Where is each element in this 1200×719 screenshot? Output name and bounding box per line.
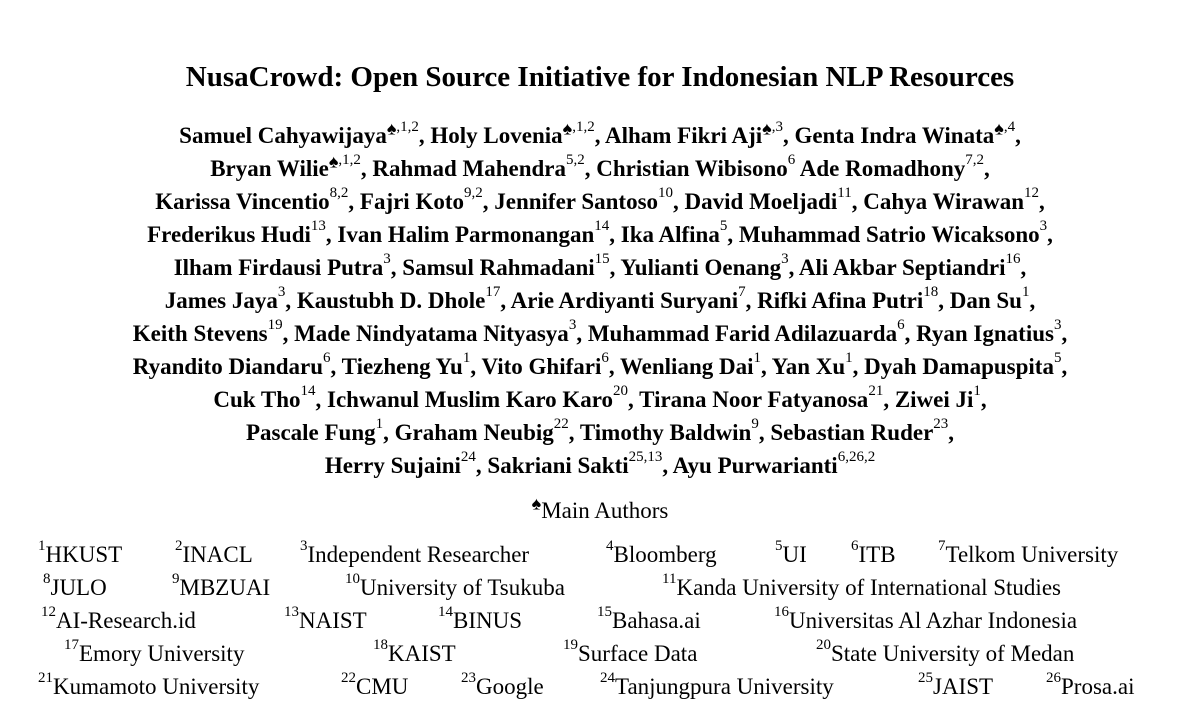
author	[402, 251, 621, 280]
author	[173, 251, 403, 280]
affiliation-number: 14	[438, 604, 453, 621]
affiliation-number: 13	[284, 604, 299, 621]
affiliation-marker: 1	[1021, 284, 1030, 301]
author-name: David Moeljadi	[684, 189, 838, 214]
affiliation-name: Telkom University	[945, 542, 1119, 567]
author	[794, 118, 1021, 148]
affiliation-name: Google	[476, 674, 544, 699]
author	[341, 350, 482, 379]
author	[863, 185, 1045, 214]
author-name: Pascale Fung	[245, 420, 376, 445]
affiliation-name: Bahasa.ai	[612, 608, 701, 633]
author-name: Timothy Baldwin	[579, 420, 752, 445]
affiliation-name: Surface Data	[578, 641, 698, 666]
author	[916, 317, 1068, 346]
author	[510, 284, 758, 313]
affiliation-row	[0, 604, 1200, 637]
spade-icon: ♠	[386, 118, 397, 139]
author-separator: ,	[285, 288, 297, 313]
author-name: Cahya Wirawan	[863, 189, 1025, 214]
affiliation-name: University of Tsukuba	[360, 575, 565, 600]
affiliation-marker: 14	[594, 218, 610, 235]
affiliation	[38, 670, 259, 703]
affiliation-marker: ,1,2	[338, 152, 361, 169]
author	[864, 350, 1068, 379]
author-separator: ,	[727, 222, 739, 247]
author-separator: ,	[383, 420, 395, 445]
author	[296, 284, 511, 313]
affiliation-marker: 15	[594, 251, 610, 268]
author-name: Muhammad Satrio Wicaksono	[738, 222, 1040, 247]
author-line	[0, 449, 1200, 482]
author-separator: ,	[325, 222, 338, 247]
author-name: Ryandito Diandaru	[132, 354, 324, 379]
author-name: Ivan Halim Parmonangan	[337, 222, 595, 247]
author	[672, 449, 876, 478]
author-separator: ,	[584, 156, 597, 181]
affiliation-name: MBZUAI	[179, 575, 271, 600]
author-separator: ,	[761, 354, 772, 379]
author-separator: ,	[883, 387, 895, 412]
author-separator: ,	[1061, 354, 1068, 379]
affiliation-number: 16	[774, 604, 789, 621]
author-separator: ,	[360, 156, 373, 181]
affiliation-name: CMU	[356, 674, 409, 699]
affiliation-marker: 12	[1024, 185, 1040, 202]
affiliation-marker: 6,26,2	[837, 449, 876, 466]
author-line	[0, 185, 1200, 218]
author-name: Arie Ardiyanti Suryani	[510, 288, 739, 313]
affiliation-number: 19	[563, 637, 578, 654]
affiliation-marker: 10	[658, 185, 674, 202]
affiliation-marker: 6	[897, 317, 905, 334]
author-name: Dyah Damapuspita	[864, 354, 1054, 379]
affiliation-number: 1	[38, 538, 46, 555]
author	[372, 152, 597, 181]
affiliation-marker: 9	[751, 416, 759, 433]
affiliation-marker: 24	[460, 449, 476, 466]
affiliation-marker: 13	[310, 218, 326, 235]
author-separator: ,	[330, 354, 342, 379]
affiliation-name: Kanda University of International Studies	[676, 575, 1061, 600]
affiliation-marker: 14	[300, 383, 316, 400]
author-list	[0, 119, 1200, 482]
affiliation-number: 8	[43, 571, 51, 588]
affiliation-name: HKUST	[45, 542, 123, 567]
author	[155, 185, 360, 214]
spade-icon: ♠	[762, 118, 772, 139]
author-name: Fajri Koto	[359, 189, 464, 214]
author-separator: ,	[745, 288, 758, 313]
author	[430, 118, 605, 148]
author-name: Vito Ghifari	[481, 354, 602, 379]
author	[245, 416, 395, 445]
affiliation-number: 9	[172, 571, 180, 588]
author-separator: ,	[418, 123, 431, 148]
affiliation-name: Independent Researcher	[307, 542, 530, 567]
spade-icon: ♠	[562, 118, 573, 139]
author	[620, 218, 739, 247]
author-name: Ichwanul Muslim Karo Karo	[327, 387, 614, 412]
affiliation-row	[0, 538, 1200, 571]
affiliation	[563, 637, 697, 670]
author-separator: ,	[482, 189, 495, 214]
affiliation-number: 23	[461, 670, 476, 687]
affiliation-number: 3	[300, 538, 308, 555]
author-separator: ,	[1039, 189, 1045, 214]
author-separator: ,	[1047, 222, 1053, 247]
affiliation	[284, 604, 367, 637]
affiliation-marker: 8,2	[329, 185, 349, 202]
affiliation-marker: 3	[1039, 218, 1048, 235]
affiliation-marker: ,4	[1003, 119, 1016, 136]
author-name: Samuel Cahyawijaya	[179, 123, 387, 148]
affiliation	[172, 571, 270, 604]
author-name: Karissa Vincentio	[155, 189, 330, 214]
author-name: Ali Akbar Septiandri	[798, 255, 1006, 280]
author	[481, 350, 620, 379]
author-line	[0, 317, 1200, 350]
affiliation-marker: 3	[383, 251, 391, 268]
author-separator: ,	[782, 123, 795, 148]
author	[579, 416, 771, 445]
affiliation-name: Prosa.ai	[1061, 674, 1135, 699]
author	[684, 185, 864, 214]
affiliation-marker: 1	[753, 350, 761, 367]
affiliation-number: 10	[345, 571, 360, 588]
affiliation-row	[0, 670, 1200, 703]
affiliation-marker: 6	[787, 152, 796, 169]
author-name: Samsul Rahmadani	[402, 255, 595, 280]
author-separator: ,	[758, 420, 771, 445]
affiliation-number: 22	[341, 670, 356, 687]
author-line	[0, 218, 1200, 251]
affiliation-marker: 17	[485, 284, 501, 301]
affiliation	[775, 538, 807, 571]
affiliation-number: 17	[64, 637, 79, 654]
affiliation	[918, 670, 993, 703]
spade-icon: ♠	[531, 493, 542, 514]
author-name: Ilham Firdausi Putra	[173, 255, 384, 280]
affiliation	[43, 571, 107, 604]
author-name: Alham Fikri Aji	[604, 123, 763, 148]
author-name: Ziwei Ji	[894, 387, 974, 412]
author-name: Ika Alfina	[620, 222, 720, 247]
author-name: Ade Romadhony	[799, 156, 966, 181]
author	[799, 152, 990, 181]
affiliation	[373, 637, 456, 670]
affiliation	[662, 571, 1061, 604]
affiliation-marker: 19	[267, 317, 283, 334]
author-name: Rahmad Mahendra	[372, 156, 567, 181]
author-separator: ,	[980, 387, 987, 412]
author	[619, 350, 772, 379]
affiliation	[41, 604, 196, 637]
affiliation-number: 5	[775, 538, 783, 555]
affiliation-number: 18	[373, 637, 388, 654]
affiliation-marker: 20	[613, 383, 629, 400]
author-name: Graham Neubig	[394, 420, 554, 445]
affiliation-marker: 5	[719, 218, 728, 235]
author-name: Genta Indra Winata	[794, 123, 995, 148]
author-line	[0, 152, 1200, 185]
affiliation-marker: 25,13	[628, 449, 663, 466]
author-separator: ,	[904, 321, 917, 346]
affiliation-marker: 22	[553, 416, 569, 433]
author-separator: ,	[673, 189, 685, 214]
author-separator: ,	[315, 387, 327, 412]
affiliation-name: Emory University	[79, 641, 245, 666]
author-name: Wenliang Dai	[619, 354, 754, 379]
spade-icon: ♠	[328, 151, 339, 172]
affiliation-number: 4	[606, 538, 614, 555]
affiliation	[345, 571, 565, 604]
affiliation-name: Tanjungpura University	[615, 674, 834, 699]
author-separator: ,	[948, 420, 955, 445]
affiliation-marker: 23	[933, 416, 949, 433]
author-separator: ,	[500, 288, 511, 313]
affiliation-name: AI-Research.id	[56, 608, 196, 633]
author	[394, 416, 580, 445]
affiliation-marker: 1	[462, 350, 471, 367]
author-separator: ,	[851, 189, 864, 214]
author-name: James Jaya	[164, 288, 278, 313]
author-name: Rifki Afina Putri	[757, 288, 924, 313]
affiliation-marker: 9,2	[464, 185, 483, 202]
author	[359, 185, 495, 214]
author-name: Muhammad Farid Adilazuarda	[587, 321, 898, 346]
author	[620, 251, 799, 280]
affiliation-number: 11	[662, 571, 677, 588]
author	[213, 383, 327, 412]
affiliation-marker: 18	[923, 284, 939, 301]
author-name: Sebastian Ruder	[770, 420, 934, 445]
affiliation-marker: 5	[1053, 350, 1062, 367]
author-name: Keith Stevens	[132, 321, 268, 346]
author	[587, 317, 917, 346]
author	[949, 284, 1036, 313]
author	[294, 317, 588, 346]
affiliation	[606, 538, 717, 571]
author	[132, 350, 342, 379]
affiliation-number: 2	[175, 538, 183, 555]
author-line	[0, 350, 1200, 383]
affiliation-marker: 3	[781, 251, 789, 268]
affiliation-number: 15	[597, 604, 612, 621]
author-name: Herry Sujaini	[324, 453, 461, 478]
author-separator: ,	[390, 255, 403, 280]
author-separator: ,	[609, 255, 621, 280]
author-line	[0, 383, 1200, 416]
author	[487, 449, 673, 478]
author-separator: ,	[470, 354, 482, 379]
affiliation-marker: 3	[568, 317, 577, 334]
author-separator: ,	[628, 387, 640, 412]
affiliation-name: BINUS	[453, 608, 523, 633]
author-line	[0, 251, 1200, 284]
affiliation	[341, 670, 408, 703]
author-separator: ,	[475, 453, 488, 478]
author-name: Jennifer Santoso	[494, 189, 659, 214]
author	[147, 218, 338, 247]
affiliation-marker: 6	[601, 350, 609, 367]
affiliation-name: State University of Medan	[831, 641, 1075, 666]
author	[639, 383, 895, 412]
affiliation	[600, 670, 834, 703]
author-line	[0, 119, 1200, 152]
affiliation	[38, 538, 122, 571]
affiliation-name: KAIST	[388, 641, 456, 666]
author-separator: ,	[1020, 255, 1027, 280]
author	[738, 218, 1053, 247]
author-name: Holy Lovenia	[430, 123, 563, 148]
affiliation-name: JULO	[50, 575, 107, 600]
main-authors-label: Main Authors	[541, 498, 669, 523]
author-name: Cuk Tho	[213, 387, 301, 412]
author	[179, 118, 431, 148]
author	[770, 416, 955, 445]
author	[894, 383, 987, 412]
paper-title: NusaCrowd: Open Source Initiative for Indonesian NLP Resources	[185, 61, 1015, 93]
affiliation-number: 12	[41, 604, 56, 621]
affiliation-number: 6	[851, 538, 859, 555]
author-name: Tirana Noor Fatyanosa	[639, 387, 869, 412]
author-separator: ,	[788, 255, 799, 280]
affiliation-marker: 1	[375, 416, 384, 433]
spade-icon: ♠	[994, 118, 1004, 139]
affiliation-number: 20	[816, 637, 831, 654]
affiliation-marker: 3	[277, 284, 286, 301]
author-name: Sakriani Sakti	[487, 453, 629, 478]
affiliation-marker: 3	[1053, 317, 1062, 334]
author-separator: ,	[852, 354, 865, 379]
affiliation-number: 25	[918, 670, 933, 687]
author-separator: ,	[576, 321, 588, 346]
author-separator: ,	[984, 156, 990, 181]
affiliation-marker: 1	[845, 350, 853, 367]
author-name: Yulianti Oenang	[620, 255, 782, 280]
author-line	[0, 284, 1200, 317]
author-separator: ,	[594, 123, 605, 148]
affiliation-list	[0, 538, 1200, 703]
affiliation	[461, 670, 544, 703]
author	[337, 218, 621, 247]
affiliation	[851, 538, 896, 571]
affiliation-name: Kumamoto University	[53, 674, 260, 699]
affiliation	[938, 538, 1118, 571]
author	[494, 185, 685, 214]
author-name: Tiezheng Yu	[341, 354, 463, 379]
affiliation	[438, 604, 522, 637]
affiliation-marker: 5,2	[566, 152, 585, 169]
affiliation-name: INACL	[182, 542, 253, 567]
affiliation-name: NAIST	[299, 608, 367, 633]
author-name: Bryan Wilie	[210, 156, 329, 181]
author	[798, 251, 1027, 280]
author-line	[0, 416, 1200, 449]
author	[327, 383, 640, 412]
affiliation-marker: 16	[1005, 251, 1021, 268]
affiliation-number: 26	[1046, 670, 1061, 687]
author-name: Dan Su	[949, 288, 1022, 313]
author-separator: ,	[1029, 288, 1036, 313]
author	[596, 152, 800, 181]
affiliation-marker: 7,2	[965, 152, 985, 169]
affiliation-marker: ,1,2	[396, 119, 419, 136]
affiliation-name: Bloomberg	[613, 542, 717, 567]
affiliation-row	[0, 637, 1200, 670]
author	[210, 151, 373, 181]
affiliation-marker: ,3	[771, 119, 783, 136]
author-name: Yan Xu	[771, 354, 846, 379]
affiliation-number: 21	[38, 670, 53, 687]
affiliation	[597, 604, 701, 637]
affiliation	[1046, 670, 1134, 703]
affiliation-name: JAIST	[933, 674, 994, 699]
affiliation-number: 7	[938, 538, 946, 555]
author-name: Made Nindyatama Nityasya	[294, 321, 569, 346]
author-name: Ayu Purwarianti	[672, 453, 838, 478]
author	[771, 350, 865, 379]
affiliation-marker: 21	[868, 383, 884, 400]
author-separator: ,	[1015, 123, 1021, 148]
author	[132, 317, 295, 346]
author-name: Frederikus Hudi	[147, 222, 311, 247]
author-separator: ,	[568, 420, 580, 445]
affiliation	[774, 604, 1077, 637]
author-name: Ryan Ignatius	[916, 321, 1054, 346]
author-name: Kaustubh D. Dhole	[296, 288, 486, 313]
affiliation-row	[0, 571, 1200, 604]
affiliation-marker: 6	[323, 350, 331, 367]
affiliation-marker: ,1,2	[572, 119, 595, 136]
affiliation	[816, 637, 1074, 670]
author-separator: ,	[1061, 321, 1068, 346]
affiliation-marker: 11	[837, 185, 852, 202]
affiliation	[64, 637, 244, 670]
affiliation-marker: 1	[973, 383, 981, 400]
affiliation-name: UI	[782, 542, 807, 567]
affiliation-marker: 7	[738, 284, 746, 301]
author-separator: ,	[938, 288, 950, 313]
author	[757, 284, 950, 313]
affiliation-name: ITB	[858, 542, 896, 567]
author	[604, 118, 795, 148]
affiliation-number: 24	[600, 670, 615, 687]
affiliation	[175, 538, 253, 571]
affiliation	[300, 538, 529, 571]
author-separator: ,	[608, 354, 620, 379]
affiliation-name: Universitas Al Azhar Indonesia	[789, 608, 1078, 633]
main-authors-note	[0, 494, 1200, 528]
author-separator: ,	[662, 453, 673, 478]
author	[324, 449, 488, 478]
author-separator: ,	[609, 222, 621, 247]
author-name: Christian Wibisono	[596, 156, 788, 181]
author-separator: ,	[282, 321, 295, 346]
author-separator: ,	[348, 189, 360, 214]
author	[164, 284, 297, 313]
